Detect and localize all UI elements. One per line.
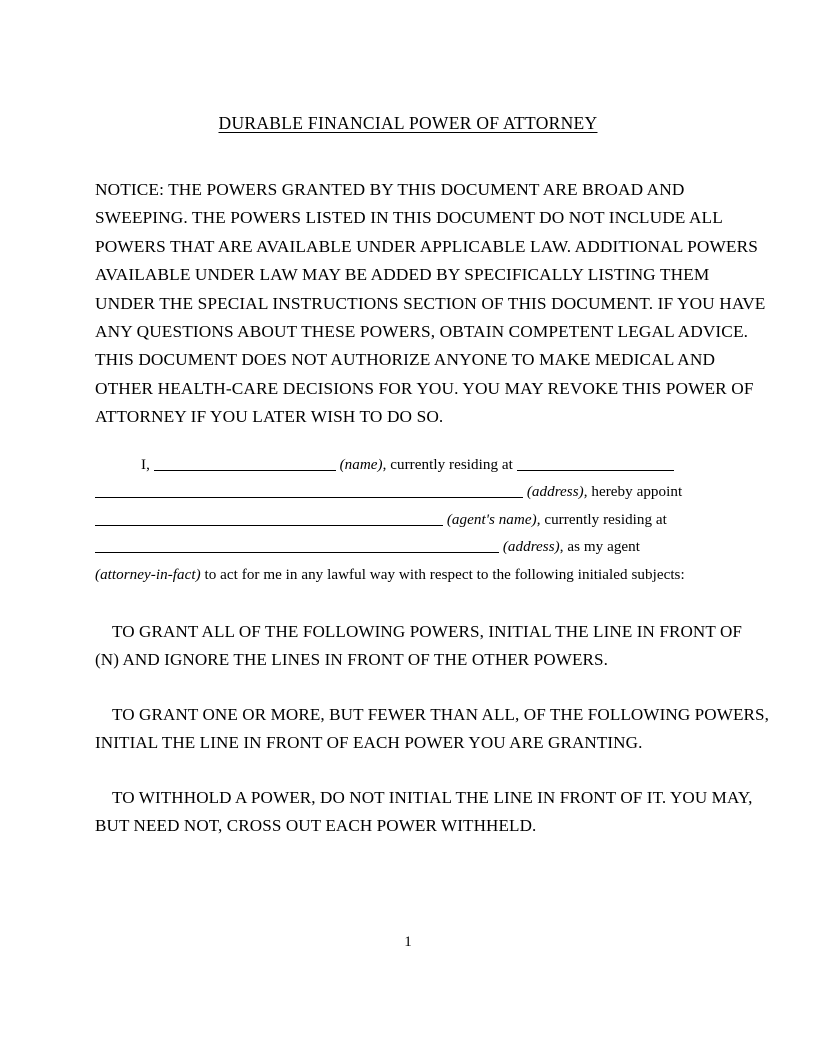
instruction-withhold [95, 784, 753, 840]
appointment-line-3-after: , currently residing at [536, 511, 667, 528]
appointment-line-5 [95, 562, 725, 589]
appointment-line-5-after: to act for me in any lawful way with respect to the following initialed subjects: [200, 566, 685, 583]
appointment-line-2 [95, 479, 725, 506]
instruction-grant-all [95, 618, 743, 674]
appointment-line-4-after: , as my agent [559, 539, 641, 556]
notice-line: UNDER THE SPECIAL INSTRUCTIONS SECTION OF THIS DOCUMENT. IF YOU HAVE [95, 293, 766, 313]
agent-address-hint: (address) [502, 539, 560, 556]
notice-line: THIS DOCUMENT DOES NOT AUTHORIZE ANYONE TO MAKE MEDICAL AND [95, 350, 716, 370]
appointment-line-1 [95, 452, 725, 479]
page-title-text: DURABLE FINANCIAL POWER OF ATTORNEY [218, 113, 598, 133]
instruction-grant-some [95, 701, 769, 757]
principal-residence-blank[interactable] [517, 457, 674, 471]
appointment-line-4 [95, 534, 725, 561]
notice-line: AVAILABLE UNDER LAW MAY BE ADDED BY SPECIFICALLY LISTING THEM [95, 265, 710, 285]
notice-line: ATTORNEY IF YOU LATER WISH TO DO SO. [95, 407, 444, 427]
agent-name-blank[interactable] [95, 512, 443, 526]
instruction-line: (N) AND IGNORE THE LINES IN FRONT OF THE OTHER POWERS. [95, 650, 608, 670]
instruction-line [95, 618, 743, 646]
i-prefix-label: I, [141, 457, 150, 473]
notice-line: OTHER HEALTH-CARE DECISIONS FOR YOU. YOU MAY REVOKE THIS POWER OF [95, 378, 754, 398]
notice-line: ANY QUESTIONS ABOUT THESE POWERS, OBTAIN COMPETENT LEGAL ADVICE. [95, 322, 749, 342]
principal-address-blank[interactable] [95, 484, 523, 498]
principal-name-hint: (name) [339, 457, 383, 473]
instruction-line-text: TO GRANT ONE OR MORE, BUT FEWER THAN ALL, OF THE FOLLOWING POWERS, [112, 705, 769, 724]
attorney-in-fact-hint: (attorney-in-fact) [95, 566, 201, 583]
page-number: 1 [404, 934, 412, 950]
principal-name-blank[interactable] [154, 457, 336, 471]
appointment-line-1-mid: , currently residing at [382, 457, 513, 473]
instruction-line-text: TO WITHHOLD A POWER, DO NOT INITIAL THE LINE IN FRONT OF IT. YOU MAY, [112, 788, 753, 807]
page-title [0, 111, 816, 135]
instruction-line-text: TO GRANT ALL OF THE FOLLOWING POWERS, INITIAL THE LINE IN FRONT OF [112, 622, 743, 641]
appointment-line-3 [95, 507, 725, 534]
instruction-line: INITIAL THE LINE IN FRONT OF EACH POWER YOU ARE GRANTING. [95, 733, 643, 753]
principal-address-hint: (address) [526, 484, 584, 501]
notice-line: NOTICE: THE POWERS GRANTED BY THIS DOCUMENT ARE BROAD AND [95, 180, 685, 199]
instruction-line [95, 701, 769, 729]
notice-paragraph [95, 176, 766, 432]
instruction-line: BUT NEED NOT, CROSS OUT EACH POWER WITHHELD. [95, 816, 537, 836]
agent-name-hint: (agent's name) [446, 511, 537, 528]
agent-address-blank[interactable] [95, 539, 499, 553]
instruction-line [95, 784, 753, 812]
appointment-line-2-after: , hereby appoint [583, 484, 683, 501]
appointment-block [95, 452, 725, 589]
notice-line: SWEEPING. THE POWERS LISTED IN THIS DOCUMENT DO NOT INCLUDE ALL [95, 208, 723, 228]
notice-line: POWERS THAT ARE AVAILABLE UNDER APPLICABLE LAW. ADDITIONAL POWERS [95, 236, 758, 256]
